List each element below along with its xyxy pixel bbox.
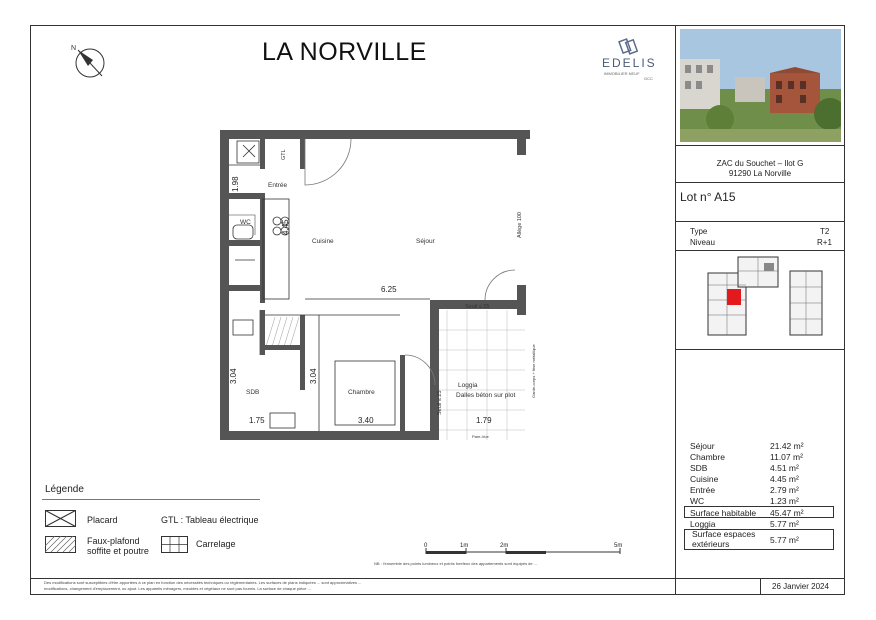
- scale-bar: [420, 540, 630, 558]
- legend-faux-plafond-2: soffite et poutre: [87, 546, 149, 556]
- sep-keyplan: [675, 349, 845, 350]
- room-label-wc: WC: [240, 219, 251, 226]
- dim-3-04-chambre: 3.04: [309, 368, 318, 384]
- room-label-chambre: Chambre: [348, 389, 375, 396]
- room-label-cuisine: Cuisine: [312, 238, 334, 245]
- niveau-value: R+1: [817, 238, 832, 247]
- dim-1-79: 1.79: [476, 416, 492, 425]
- address-line-2: 91290 La Norville: [728, 169, 792, 178]
- brand-tagline: IMMOBILIER NEUF: [604, 71, 640, 76]
- surface-value: 4.51 m²: [770, 463, 799, 473]
- brand-name: EDELIS: [602, 56, 657, 70]
- key-plan-highlight: [727, 289, 741, 305]
- surface-habitable-row: [690, 508, 835, 519]
- surface-row: [690, 452, 835, 463]
- pare-vue-label: Pare-Vue: [472, 434, 489, 439]
- legend-underline: [42, 499, 260, 500]
- faux-plafond-swatch: [45, 536, 77, 554]
- svg-text:N: N: [71, 45, 77, 52]
- legend-title: Légende: [45, 484, 84, 495]
- sidebar-divider: [675, 25, 676, 595]
- floor-plan: [215, 125, 545, 460]
- surface-name: Entrée: [690, 485, 716, 495]
- scale-label-2m: 2m: [500, 543, 509, 549]
- surface-name: Chambre: [690, 452, 725, 462]
- garde-corps-label: Garde-corps + frise métallique: [531, 344, 536, 398]
- surface-row: [690, 441, 835, 452]
- dim-1-75: 1.75: [249, 416, 265, 425]
- surface-value: 1.23 m²: [770, 496, 799, 506]
- scale-label-0: 0: [424, 543, 428, 549]
- dim-3-40: 3.40: [358, 416, 374, 425]
- surface-value: 21.42 m²: [770, 441, 804, 451]
- type-label: Type: [690, 227, 708, 236]
- seuil-top-label: Seuil ≤ 25: [465, 304, 490, 310]
- legend-carrelage: Carrelage: [196, 539, 236, 549]
- project-photo: [680, 29, 841, 142]
- surface-name: Séjour: [690, 441, 715, 451]
- carrelage-swatch: [161, 536, 189, 554]
- seuil-side-label: Seuil ≤ 25: [437, 390, 443, 415]
- surface-value: 11.07 m²: [770, 452, 803, 462]
- plan-note: NB : l'ensemble des points lumineux et points forefeux des appartements sont équipés de ...: [374, 561, 538, 566]
- surface-value: 45.47 m²: [770, 508, 804, 518]
- legend-placard: Placard: [87, 515, 118, 525]
- date-divider: [760, 578, 761, 595]
- surface-name: Loggia: [690, 519, 716, 529]
- lot-number: Lot n° A15: [680, 190, 736, 204]
- surface-row: [690, 485, 835, 496]
- surface-name: Surface habitable: [690, 508, 757, 518]
- edelis-logo: [600, 36, 662, 84]
- plan-date: 26 Janvier 2024: [772, 582, 829, 591]
- placard-swatch: [45, 510, 77, 528]
- room-label-sejour: Séjour: [416, 238, 435, 245]
- disclaimer-line-1: Des modifications sont susceptibles d'être apportées à ce plan en fonction des nécessités techniques ou réglementaires. Les surfaces de plans indiquées ... sont approximatives ...: [44, 580, 362, 585]
- surface-row: [690, 474, 835, 485]
- sep-photo: [675, 145, 845, 146]
- disclaimer-line-2: modifications, changement d'emplacement, ou ajout. Les appareils ménagers, meubles et végétaux ne sont pas fournis. La surface de chaque pièce ...: [44, 586, 311, 591]
- dim-6-25: 6.25: [381, 285, 397, 294]
- room-label-entree: Entrée: [268, 182, 288, 189]
- edelis-mark-icon: [618, 36, 638, 56]
- room-label-loggia: Loggia: [458, 382, 478, 389]
- dim-3-04-sdb: 3.04: [229, 368, 238, 384]
- surface-value: 5.77 m²: [770, 519, 799, 529]
- legend-gtl: GTL : Tableau électrique: [161, 515, 259, 525]
- legend-faux-plafond-1: Faux-plafond: [87, 536, 140, 546]
- surface-value: 2.79 m²: [770, 485, 799, 495]
- gtl-label: GTL: [281, 149, 287, 160]
- room-label-sdb: SDB: [246, 389, 260, 396]
- exterieurs-name: Surface espaces extérieurs: [692, 529, 756, 549]
- niveau-label: Niveau: [690, 238, 715, 247]
- page-title: LA NORVILLE: [262, 38, 427, 66]
- sep-address: [675, 182, 845, 183]
- surface-row: [690, 463, 835, 474]
- address-line-1: ZAC du Souchet – Ilot G: [716, 159, 804, 168]
- scale-label-1m: 1m: [460, 543, 469, 549]
- room-label-dalles: Dalles béton sur plot: [456, 392, 516, 399]
- surface-name: Cuisine: [690, 474, 719, 484]
- exterieurs-value: 5.77 m²: [770, 535, 799, 545]
- surface-value: 4.45 m²: [770, 474, 799, 484]
- surface-name: WC: [690, 496, 705, 506]
- footer-divider: [30, 578, 845, 579]
- dim-1-98: 1.98: [231, 176, 240, 192]
- surface-name: SDB: [690, 463, 708, 473]
- sep-lot: [675, 221, 845, 222]
- allege-label: Allège 100: [517, 212, 523, 238]
- scale-label-5m: 5m: [614, 543, 623, 549]
- dim-4-45: 4.45: [281, 219, 290, 235]
- brand-group: GCC: [644, 76, 653, 81]
- type-value: T2: [820, 227, 830, 236]
- key-plan: [700, 255, 830, 340]
- sep-type: [675, 250, 845, 251]
- north-compass-icon: [70, 42, 110, 82]
